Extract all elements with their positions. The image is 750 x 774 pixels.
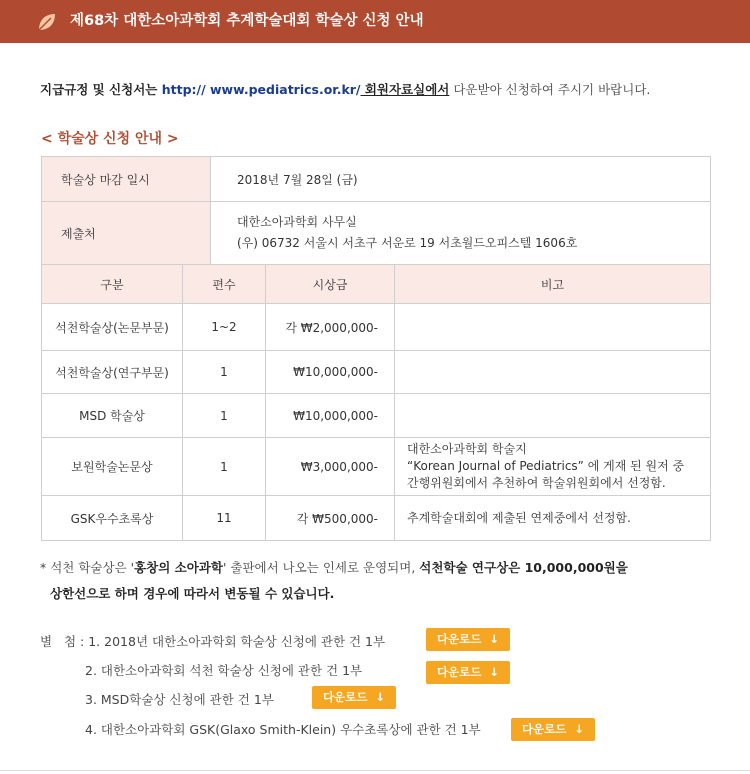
col-header-prize: 시상금 xyxy=(266,265,395,304)
award-count: 1 xyxy=(183,438,266,496)
col-header-category: 구분 xyxy=(42,265,183,304)
download-button[interactable] xyxy=(426,661,510,684)
col-header-note: 비고 xyxy=(395,265,711,304)
footnote-bold: 석천학술 연구상은 10,000,000원을 xyxy=(419,560,628,575)
col-header-count: 편수 xyxy=(183,265,266,304)
award-note: 대한소아과학회 학술지 “Korean Journal of Pediatrics” 에 게재 된 원저 중 간행위원회에서 추천하여 학술위원회에서 선정함. xyxy=(395,438,711,496)
attachment-text: 2. 대한소아과학회 석천 학술상 신청에 관한 건 1부 xyxy=(85,663,363,678)
award-count: 11 xyxy=(183,496,266,541)
submit-label: 제출처 xyxy=(42,202,211,265)
footnote-line1 xyxy=(40,558,628,576)
download-button[interactable] xyxy=(426,628,510,651)
award-count: 1 xyxy=(183,394,266,438)
table-row xyxy=(42,304,711,351)
award-prize: ₩3,000,000- xyxy=(266,438,395,496)
section-title: < 학술상 신청 안내 > xyxy=(41,131,179,147)
download-button[interactable] xyxy=(312,686,396,709)
footnote-book: 홍창의 소아과학 xyxy=(134,560,223,575)
arrow-down-icon: ↓ xyxy=(574,722,585,736)
pediatrics-url-link[interactable]: http:// www.pediatrics.or.kr/ xyxy=(161,82,361,97)
intro-text xyxy=(40,80,650,98)
award-table xyxy=(41,264,711,541)
award-prize: 각 ₩500,000- xyxy=(266,496,395,541)
attachment-item xyxy=(85,720,481,738)
award-name: 보원학술논문상 xyxy=(42,438,183,496)
award-name: GSK우수초록상 xyxy=(42,496,183,541)
footnote-text: ' 출판에서 나오는 인세로 운영되며, xyxy=(222,560,420,575)
award-count: 1~2 xyxy=(183,304,266,351)
footnote-text: * 석천 학술상은 ' xyxy=(40,560,135,575)
info-table xyxy=(41,156,711,265)
download-label: 다운로드 xyxy=(521,722,567,736)
award-note xyxy=(395,304,711,351)
award-prize: ₩10,000,000- xyxy=(266,351,395,394)
intro-suffix: 다운받아 신청하여 주시기 바랍니다. xyxy=(449,82,651,97)
attachment-item xyxy=(85,690,274,708)
bottom-divider xyxy=(0,770,750,771)
attachment-item xyxy=(85,661,362,679)
table-row xyxy=(42,394,711,438)
download-label: 다운로드 xyxy=(436,632,482,646)
footnote-bold: 상한선으로 하며 경우에 따라서 변동될 수 있습니다. xyxy=(50,586,335,601)
footnote-line2 xyxy=(50,584,334,602)
award-note: 추계학술대회에 제출된 연제중에서 선정함. xyxy=(395,496,711,541)
intro-prefix: 지급규정 및 신청서는 xyxy=(40,82,162,97)
attachment-label: 별 첨 : xyxy=(40,634,89,649)
attachment-text: 4. 대한소아과학회 GSK(Glaxo Smith-Klein) 우수초록상에 관한 건 1부 xyxy=(85,722,481,737)
download-label: 다운로드 xyxy=(322,690,368,704)
attachment-text: 1. 2018년 대한소아과학회 학술상 신청에 관한 건 1부 xyxy=(88,634,386,649)
download-label: 다운로드 xyxy=(436,665,482,679)
award-prize: ₩10,000,000- xyxy=(266,394,395,438)
download-button[interactable] xyxy=(511,718,595,741)
attachment-item xyxy=(40,632,385,650)
submit-line1: 대한소아과학회 사무실 xyxy=(237,215,357,229)
award-name: MSD 학술상 xyxy=(42,394,183,438)
submit-line2: (우) 06732 서울시 서초구 서운로 19 서초월드오피스텔 1606호 xyxy=(237,236,578,250)
award-count: 1 xyxy=(183,351,266,394)
arrow-down-icon: ↓ xyxy=(489,632,500,646)
deadline-value: 2018년 7월 28일 (금) xyxy=(211,157,711,202)
award-name: 석천학술상(논문부문) xyxy=(42,304,183,351)
award-note xyxy=(395,351,711,394)
table-row xyxy=(42,496,711,541)
table-row xyxy=(42,438,711,496)
deadline-label: 학술상 마감 일시 xyxy=(42,157,211,202)
attachment-text: 3. MSD학술상 신청에 관한 건 1부 xyxy=(85,692,274,707)
member-archive-link[interactable]: 회원자료실에서 xyxy=(360,82,450,97)
table-row xyxy=(42,351,711,394)
arrow-down-icon: ↓ xyxy=(375,690,386,704)
award-prize: 각 ₩2,000,000- xyxy=(266,304,395,351)
arrow-down-icon: ↓ xyxy=(489,665,500,679)
leaf-icon xyxy=(36,11,58,33)
page-title: 제68차 대한소아과학회 추계학술대회 학술상 신청 안내 xyxy=(70,13,424,29)
header-bar xyxy=(0,0,750,43)
award-name: 석천학술상(연구부문) xyxy=(42,351,183,394)
submit-value xyxy=(211,202,711,265)
award-note xyxy=(395,394,711,438)
